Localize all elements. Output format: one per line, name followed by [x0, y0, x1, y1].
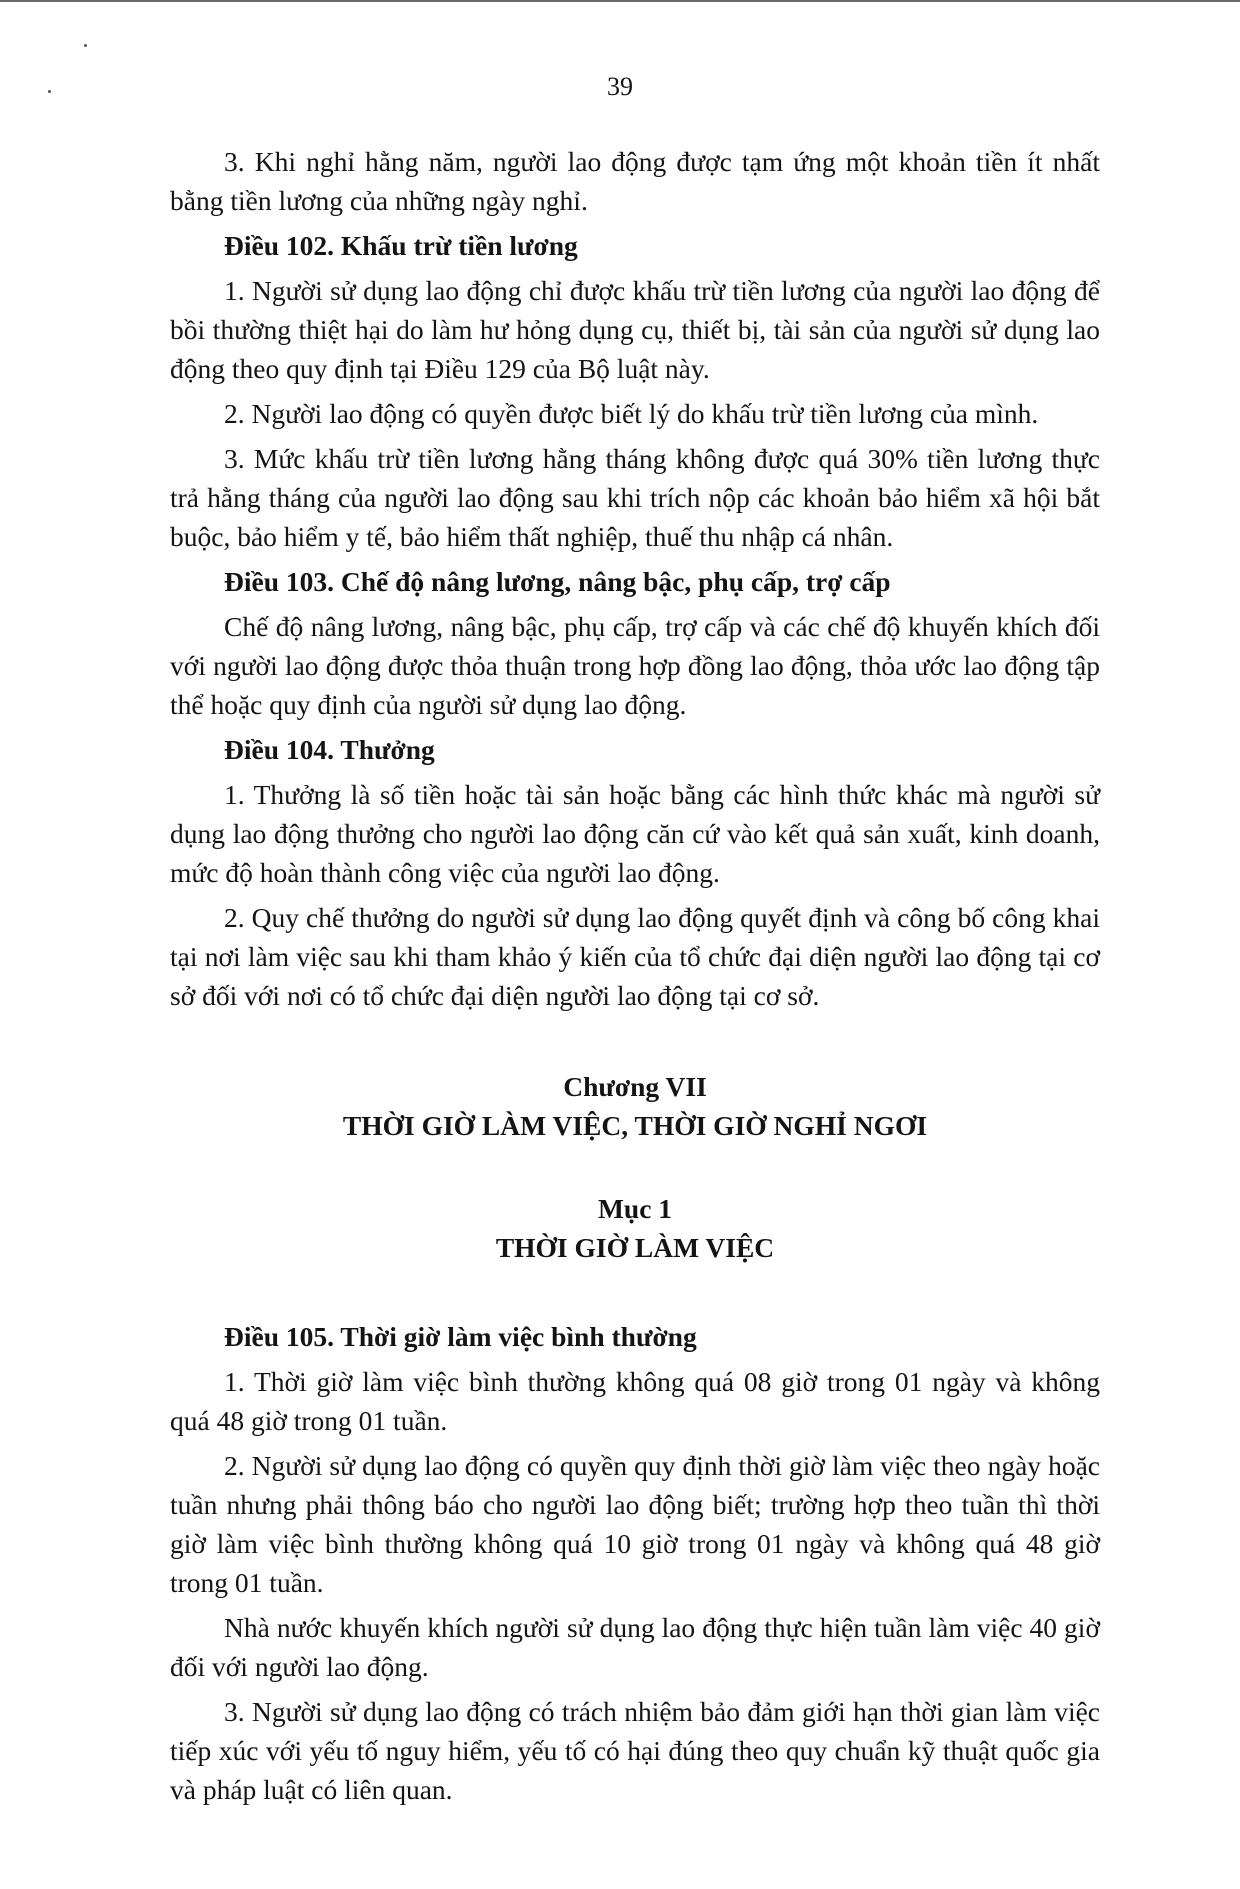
paragraph: 2. Người lao động có quyền được biết lý do khấu trừ tiền lương của mình. — [224, 398, 1039, 429]
article-heading: Điều 104. Thưởng — [224, 734, 435, 765]
paragraph: 1. Thời giờ làm việc bình thường không quá 08 giờ trong 01 ngày và không quá 48 giờ trong 01 tuần. — [170, 1366, 1100, 1436]
page-number: 39 — [607, 72, 633, 101]
paragraph: 3. Người sử dụng lao động có trách nhiệm bảo đảm giới hạn thời gian làm việc tiếp xúc với yếu tố nguy hiểm, yếu tố có hại đúng theo quy chuẩn kỹ thuật quốc gia và pháp luật có liên quan. — [170, 1696, 1100, 1805]
paragraph: 2. Quy chế thưởng do người sử dụng lao động quyết định và công bố công khai tại nơi làm việc sau khi tham khảo ý kiến của tổ chức đại diện người lao động tại cơ sở đối với nơi có tổ chức đại diện người lao động tại cơ sở. — [170, 902, 1100, 1011]
paragraph: 1. Thưởng là số tiền hoặc tài sản hoặc bằng các hình thức khác mà người sử dụng lao động thưởng cho người lao động căn cứ vào kết quả sản xuất, kinh doanh, mức độ hoàn thành công việc của người lao động. — [170, 779, 1100, 888]
document-body — [170, 142, 1100, 1815]
scan-speck — [84, 44, 87, 47]
chapter-label: Chương VII — [563, 1071, 707, 1102]
paragraph: 3. Mức khấu trừ tiền lương hằng tháng không được quá 30% tiền lương thực trả hằng tháng của người lao động sau khi trích nộp các khoản bảo hiểm xã hội bắt buộc, bảo hiểm y tế, bảo hiểm thất nghiệp, thuế thu nhập cá nhân. — [170, 443, 1100, 552]
paragraph: 1. Người sử dụng lao động chỉ được khấu trừ tiền lương của người lao động để bồi thường thiệt hại do làm hư hỏng dụng cụ, thiết bị, tài sản của người sử dụng lao động theo quy định tại Điều 129 của Bộ luật này. — [170, 275, 1100, 384]
article-heading: Điều 102. Khấu trừ tiền lương — [224, 230, 578, 261]
section-title: THỜI GIỜ LÀM VIỆC — [495, 1232, 775, 1263]
paragraph: Chế độ nâng lương, nâng bậc, phụ cấp, trợ cấp và các chế độ khuyến khích đối với người lao động được thỏa thuận trong hợp đồng lao động, thỏa ước lao động tập thể hoặc quy định của người sử dụng lao động. — [170, 611, 1100, 720]
chapter-title: THỜI GIỜ LÀM VIỆC, THỜI GIỜ NGHỈ NGƠI — [342, 1110, 928, 1141]
paragraph: 3. Khi nghỉ hằng năm, người lao động được tạm ứng một khoản tiền ít nhất bằng tiền lương của những ngày nghỉ. — [170, 146, 1100, 216]
paragraph: Nhà nước khuyến khích người sử dụng lao động thực hiện tuần làm việc 40 giờ đối với người lao động. — [170, 1612, 1100, 1682]
paragraph: 2. Người sử dụng lao động có quyền quy định thời giờ làm việc theo ngày hoặc tuần nhưng phải thông báo cho người lao động biết; trường hợp theo tuần thì thời giờ làm việc bình thường không quá 10 giờ trong 01 ngày và không quá 48 giờ trong 01 tuần. — [170, 1450, 1100, 1598]
article-heading: Điều 103. Chế độ nâng lương, nâng bậc, phụ cấp, trợ cấp — [224, 566, 891, 597]
article-heading: Điều 105. Thời giờ làm việc bình thường — [224, 1321, 697, 1352]
scan-top-border — [0, 0, 1240, 2]
section-label: Mục 1 — [597, 1193, 673, 1224]
